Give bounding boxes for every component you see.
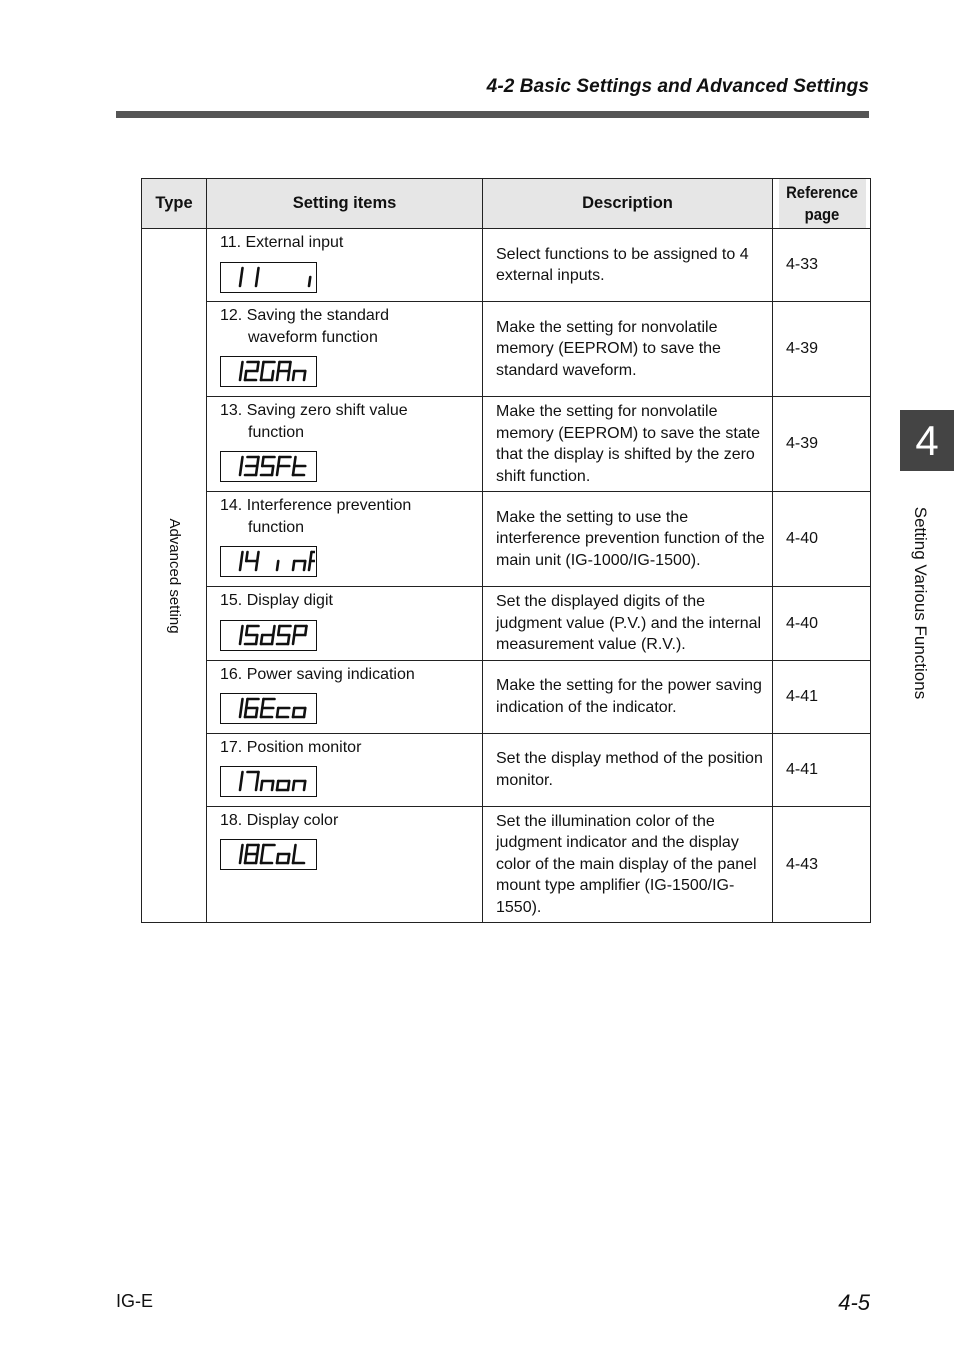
header-rule bbox=[116, 111, 869, 118]
segment-stroke bbox=[304, 781, 305, 790]
segment-stroke bbox=[304, 561, 305, 570]
segment-stroke bbox=[277, 708, 278, 717]
segment-stroke bbox=[262, 699, 263, 708]
reference-page-cell: 4-39 bbox=[773, 397, 871, 492]
reference-page-cell: 4-39 bbox=[773, 302, 871, 397]
segment-stroke bbox=[304, 371, 305, 380]
segment-stroke bbox=[256, 277, 257, 286]
segment-display bbox=[220, 693, 317, 724]
segment-stroke bbox=[256, 561, 257, 570]
segment-display-digits bbox=[221, 767, 315, 795]
segment-stroke bbox=[257, 772, 258, 781]
segment-stroke bbox=[240, 708, 241, 717]
segment-stroke bbox=[288, 371, 289, 380]
segment-stroke bbox=[288, 781, 289, 790]
table-row bbox=[142, 229, 871, 302]
segment-stroke bbox=[261, 708, 262, 717]
segment-stroke bbox=[241, 457, 242, 466]
segment-stroke bbox=[293, 561, 294, 570]
setting-item-label: 15. Display digit bbox=[220, 592, 333, 609]
segment-stroke bbox=[245, 854, 246, 863]
table-row bbox=[142, 660, 871, 733]
segment-stroke bbox=[256, 466, 257, 475]
segment-stroke bbox=[241, 552, 242, 561]
reference-page-cell: 4-33 bbox=[773, 229, 871, 302]
segment-stroke bbox=[309, 561, 310, 570]
segment-stroke bbox=[309, 277, 310, 286]
segment-stroke bbox=[278, 457, 279, 466]
segment-stroke bbox=[272, 635, 273, 644]
segment-display-digits bbox=[221, 621, 315, 649]
segment-stroke bbox=[293, 781, 294, 790]
segment-stroke bbox=[241, 845, 242, 854]
segment-stroke bbox=[241, 772, 242, 781]
segment-stroke bbox=[289, 362, 290, 371]
description-cell: Set the display method of the position monitor. bbox=[483, 733, 773, 806]
footer-model: IG-E bbox=[116, 1291, 154, 1311]
reference-page-cell: 4-40 bbox=[773, 587, 871, 661]
col-header-description: Description bbox=[483, 179, 773, 229]
type-label: Advanced setting bbox=[165, 517, 183, 634]
table-row bbox=[142, 397, 871, 492]
segment-stroke bbox=[256, 635, 257, 644]
segment-stroke bbox=[294, 457, 295, 466]
table-row bbox=[142, 492, 871, 587]
segment-display-digits bbox=[221, 452, 315, 480]
setting-item-sublabel: waveform function bbox=[248, 328, 378, 346]
segment-stroke bbox=[262, 845, 263, 854]
segment-stroke bbox=[240, 277, 241, 286]
segment-stroke bbox=[257, 552, 258, 561]
setting-item-cell bbox=[207, 302, 483, 397]
segment-stroke bbox=[277, 854, 278, 863]
segment-display bbox=[220, 839, 317, 870]
segment-stroke bbox=[246, 626, 247, 635]
reference-page-cell: 4-40 bbox=[773, 492, 871, 587]
segment-stroke bbox=[240, 466, 241, 475]
segment-stroke bbox=[262, 457, 263, 466]
segment-stroke bbox=[240, 561, 241, 570]
description-cell: Make the setting for nonvolatile memory (EEPROM) to save the standard waveform. bbox=[483, 302, 773, 397]
segment-stroke bbox=[278, 362, 279, 371]
segment-stroke bbox=[256, 781, 257, 790]
segment-display bbox=[220, 546, 317, 577]
segment-stroke bbox=[294, 626, 295, 635]
segment-stroke bbox=[272, 781, 273, 790]
segment-stroke bbox=[240, 635, 241, 644]
table-row bbox=[142, 733, 871, 806]
segment-display bbox=[220, 262, 317, 293]
segment-stroke bbox=[246, 845, 247, 854]
description-cell: Make the setting for nonvolatile memory (EEPROM) to save the state that the display is shifted by the zero shift function. bbox=[483, 397, 773, 492]
setting-item-cell bbox=[207, 492, 483, 587]
segment-stroke bbox=[257, 268, 258, 277]
segment-stroke bbox=[257, 362, 258, 371]
segment-stroke bbox=[246, 552, 247, 561]
segment-display bbox=[220, 356, 317, 387]
segment-stroke bbox=[273, 626, 274, 635]
col-header-reference-page bbox=[777, 179, 865, 229]
description-cell: Select functions to be assigned to 4 external inputs. bbox=[483, 229, 773, 302]
segment-stroke bbox=[256, 854, 257, 863]
segment-stroke bbox=[277, 561, 278, 570]
footer-page-number: 4-5 bbox=[838, 1290, 870, 1315]
reference-page-cell: 4-41 bbox=[773, 733, 871, 806]
segment-stroke bbox=[288, 635, 289, 644]
segment-stroke bbox=[240, 854, 241, 863]
segment-display-digits bbox=[221, 694, 315, 722]
segment-display-digits bbox=[221, 357, 315, 385]
description-cell: Make the setting for the power saving indication of the indicator. bbox=[483, 660, 773, 733]
settings-table bbox=[141, 178, 871, 923]
description-cell: Make the setting to use the interference prevention function of the main unit (IG-1000/IG-1500). bbox=[483, 492, 773, 587]
ref-header-line2: page bbox=[804, 205, 839, 224]
segment-stroke bbox=[245, 371, 246, 380]
segment-stroke bbox=[257, 845, 258, 854]
segment-display-digits bbox=[221, 547, 315, 575]
setting-item-label: 17. Position monitor bbox=[220, 738, 362, 756]
col-header-type: Type bbox=[142, 179, 207, 229]
setting-item-sublabel: function bbox=[248, 423, 305, 441]
table-row bbox=[142, 302, 871, 397]
segment-stroke bbox=[241, 626, 242, 635]
segment-stroke bbox=[240, 371, 241, 380]
segment-stroke bbox=[241, 362, 242, 371]
segment-stroke bbox=[272, 371, 273, 380]
setting-item-cell bbox=[207, 229, 483, 302]
col-header-setting-items: Setting items bbox=[207, 179, 483, 229]
segment-stroke bbox=[246, 699, 247, 708]
chapter-side-label: Setting Various Functions bbox=[911, 506, 930, 700]
setting-item-cell bbox=[207, 397, 483, 492]
segment-display bbox=[220, 620, 317, 651]
setting-item-cell bbox=[207, 587, 483, 661]
table-row bbox=[142, 587, 871, 661]
segment-stroke bbox=[293, 371, 294, 380]
segment-stroke bbox=[310, 552, 311, 561]
reference-page-cell: 4-41 bbox=[773, 660, 871, 733]
reference-page-cell: 4-43 bbox=[773, 806, 871, 923]
segment-display-digits bbox=[221, 840, 315, 868]
segment-stroke bbox=[305, 626, 306, 635]
segment-stroke bbox=[261, 781, 262, 790]
segment-display-digits bbox=[221, 263, 315, 291]
segment-stroke bbox=[293, 466, 294, 475]
segment-stroke bbox=[277, 781, 278, 790]
setting-item-sublabel: function bbox=[248, 518, 305, 536]
setting-item-label: 12. Saving the standard bbox=[220, 307, 390, 324]
segment-display bbox=[220, 766, 317, 797]
segment-stroke bbox=[288, 854, 289, 863]
segment-stroke bbox=[272, 466, 273, 475]
setting-item-label: 16. Power saving indication bbox=[220, 665, 415, 683]
table-header-row bbox=[142, 179, 871, 229]
setting-item-cell bbox=[207, 733, 483, 806]
segment-stroke bbox=[261, 371, 262, 380]
table-row bbox=[142, 806, 871, 923]
description-cell: Set the displayed digits of the judgment value (P.V.) and the internal measurement value (R.V.). bbox=[483, 587, 773, 661]
setting-item-label: 11. External input bbox=[220, 234, 344, 251]
setting-item-label: 14. Interference prevention bbox=[220, 497, 412, 514]
segment-stroke bbox=[261, 854, 262, 863]
segment-stroke bbox=[261, 635, 262, 644]
setting-item-label: 13. Saving zero shift value bbox=[220, 402, 408, 419]
segment-stroke bbox=[293, 854, 294, 863]
segment-stroke bbox=[277, 466, 278, 475]
chapter-tab: 4 bbox=[900, 410, 954, 471]
segment-stroke bbox=[304, 708, 305, 717]
segment-stroke bbox=[241, 268, 242, 277]
page-header-title: 4-2 Basic Settings and Advanced Settings bbox=[486, 76, 869, 97]
segment-stroke bbox=[293, 635, 294, 644]
segment-stroke bbox=[257, 457, 258, 466]
setting-item-cell bbox=[207, 660, 483, 733]
segment-stroke bbox=[241, 699, 242, 708]
segment-stroke bbox=[278, 626, 279, 635]
setting-item-cell bbox=[207, 806, 483, 923]
description-cell: Set the illumination color of the judgment indicator and the display color of the main display of the panel mount type amplifier (IG-1500/IG-1550). bbox=[483, 806, 773, 923]
segment-stroke bbox=[245, 708, 246, 717]
segment-stroke bbox=[262, 362, 263, 371]
segment-stroke bbox=[277, 371, 278, 380]
segment-stroke bbox=[294, 845, 295, 854]
type-cell bbox=[142, 229, 207, 923]
segment-stroke bbox=[240, 781, 241, 790]
setting-item-label: 18. Display color bbox=[220, 811, 339, 829]
segment-stroke bbox=[293, 708, 294, 717]
segment-display bbox=[220, 451, 317, 482]
ref-header-line1: Reference bbox=[785, 183, 858, 202]
segment-stroke bbox=[256, 708, 257, 717]
